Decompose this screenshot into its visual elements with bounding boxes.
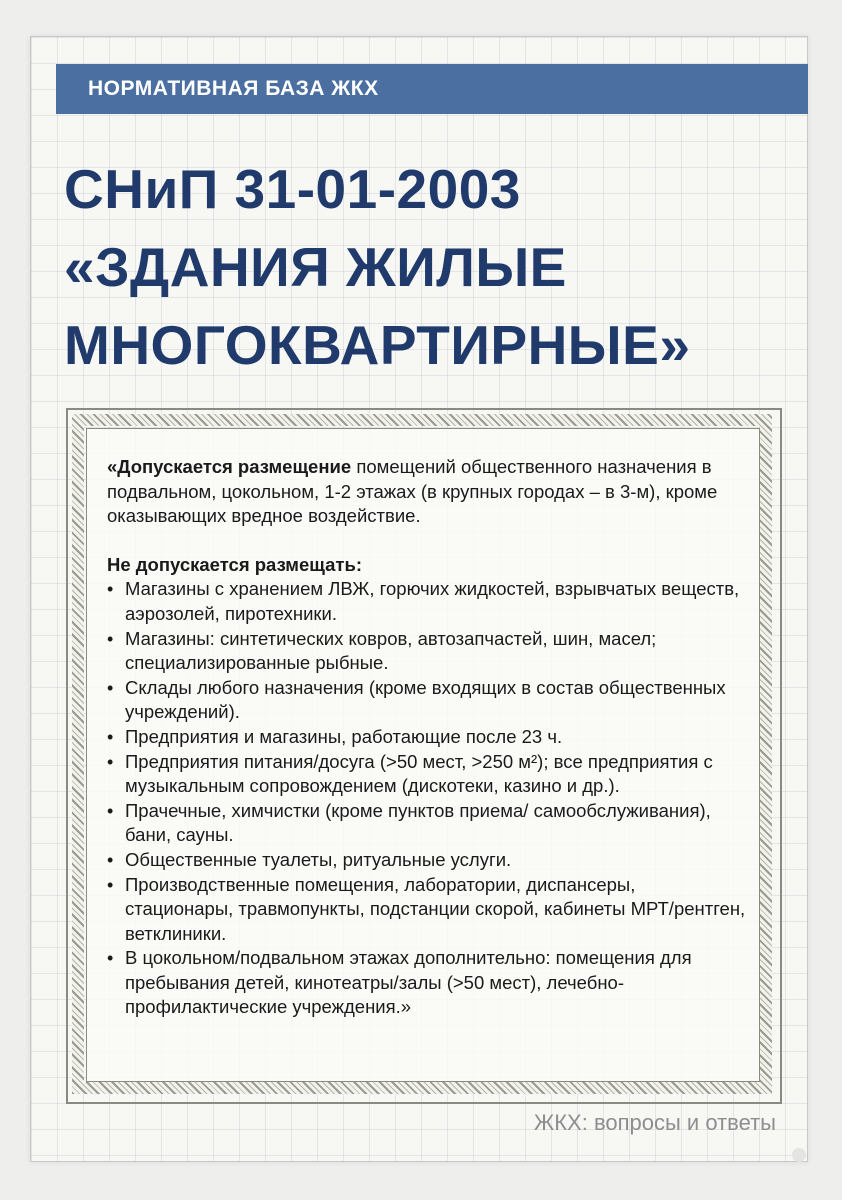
bullet-icon: • (107, 751, 114, 772)
list-item-text: Склады любого назначения (кроме входящих в состав общественных учреждений). (125, 676, 726, 723)
bullet-icon: • (107, 948, 114, 969)
title-line-1: СНиП 31-01-2003 (64, 158, 521, 220)
list-item-text: Магазины: синтетических ковров, автозапчастей, шин, масел; специализированные рыбные. (125, 627, 657, 674)
list-item-text: Общественные туалеты, ритуальные услуги. (125, 848, 512, 870)
list-item-text: Магазины с хранением ЛВЖ, горючих жидкостей, взрывчатых веществ, аэрозолей, пиротехники. (125, 578, 740, 624)
source-caption: ЖКХ: вопросы и ответы (533, 1110, 776, 1135)
intro-text: помещений общественного назначения в подвальном, цокольном, 1-2 этажах (в крупных городах – в 3-м), кроме оказывающих вредное воздействие. (107, 456, 718, 527)
list-item (107, 946, 747, 1020)
list-item (107, 676, 747, 725)
prohibited-list (107, 577, 747, 1020)
list-item-text: Предприятия и магазины, работающие после 23 ч. (125, 725, 563, 747)
list-item-text: В цокольном/подвальном этажах дополнительно: помещения для пребывания детей, кинотеатры/залы (>50 мест), лечебно-профилактические учреждения.» (125, 947, 692, 1018)
bullet-icon: • (107, 874, 114, 895)
section-banner: НОРМАТИВНАЯ БАЗА ЖКХ (56, 64, 808, 114)
list-item (107, 627, 747, 676)
list-heading: Не допускается размещать: (107, 553, 362, 575)
bullet-icon: • (107, 579, 114, 600)
quote-block (107, 455, 747, 1020)
list-item (107, 750, 747, 799)
corner-mark (792, 1148, 806, 1162)
list-item-text: Прачечные, химчистки (кроме пунктов приема/ самообслуживания), бани, сауны. (125, 799, 711, 846)
list-item (107, 848, 747, 873)
title-line-3: МНОГОКВАРТИРНЫЕ» (64, 314, 691, 376)
bullet-icon: • (107, 628, 114, 649)
intro-bold: «Допускается размещение (107, 456, 352, 477)
list-item (107, 873, 747, 947)
page-title (64, 150, 804, 384)
bullet-icon: • (107, 800, 114, 821)
list-item-text: Предприятия питания/досуга (>50 мест, >250 м²); все предприятия с музыкальным сопровождением (дискотеки, казино и др.). (125, 750, 713, 797)
list-item (107, 799, 747, 848)
intro-paragraph (107, 455, 747, 529)
bullet-icon: • (107, 849, 114, 870)
list-item-text: Производственные помещения, лаборатории, диспансеры, стационары, травмопункты, подстанции скорой, кабинеты МРТ/рентген, ветклиники. (125, 873, 746, 944)
bullet-icon: • (107, 726, 114, 747)
list-item (107, 577, 747, 626)
list-item (107, 725, 747, 750)
title-line-2: «ЗДАНИЯ ЖИЛЫЕ (64, 236, 567, 298)
bullet-icon: • (107, 677, 114, 698)
